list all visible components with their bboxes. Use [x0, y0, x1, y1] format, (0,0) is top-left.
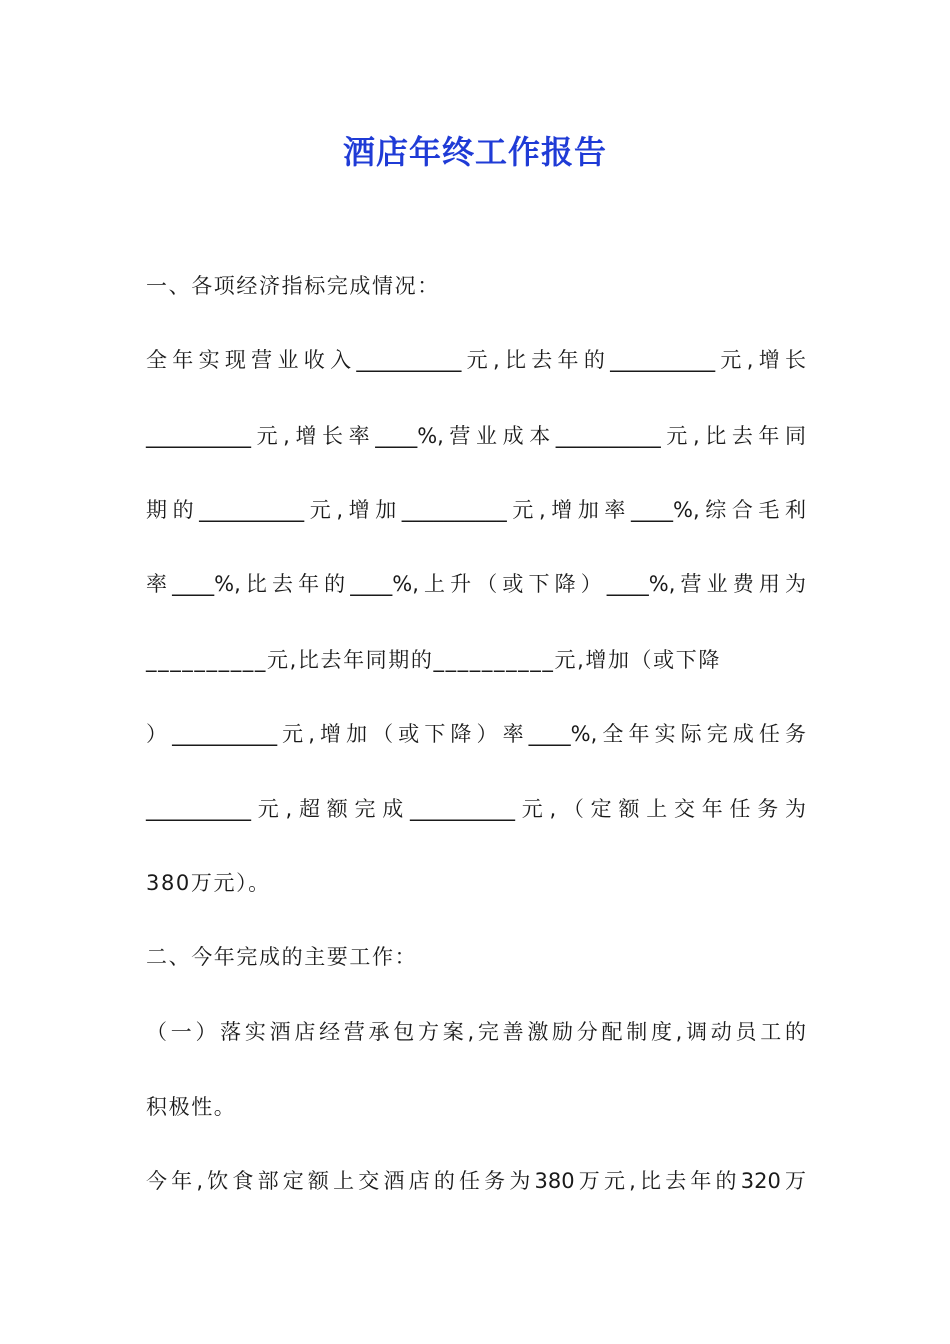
body-line: 积极性。	[146, 1095, 237, 1119]
body-line: ）__________元,增加（或下降）率____%,全年实际完成任务	[146, 722, 806, 746]
body-line: 期的__________元,增加__________元,增加率____%,综合毛利	[146, 498, 806, 522]
document-title: 酒店年终工作报告	[342, 133, 607, 171]
section-heading-1: 一、各项经济指标完成情况：	[146, 274, 440, 298]
body-line: __________元,超额完成__________元,（定额上交年任务为	[146, 797, 806, 821]
section-heading-2: 二、今年完成的主要工作：	[146, 945, 418, 969]
body-line: 率____%,比去年的____%,上升（或下降）____%,营业费用为	[146, 572, 806, 596]
subsection-heading: （一）落实酒店经营承包方案,完善激励分配制度,调动员工的	[146, 1020, 806, 1044]
body-line: 全年实现营业收入__________元,比去年的__________元,增长	[146, 348, 806, 372]
body-line: __________元,比去年同期的__________元,增加（或下降	[146, 648, 721, 672]
body-line: 今年,饮食部定额上交酒店的任务为380万元,比去年的320万	[146, 1169, 806, 1193]
body-line: __________元,增长率____%,营业成本__________元,比去年同	[146, 424, 806, 448]
body-line: 380万元）。	[146, 871, 271, 895]
